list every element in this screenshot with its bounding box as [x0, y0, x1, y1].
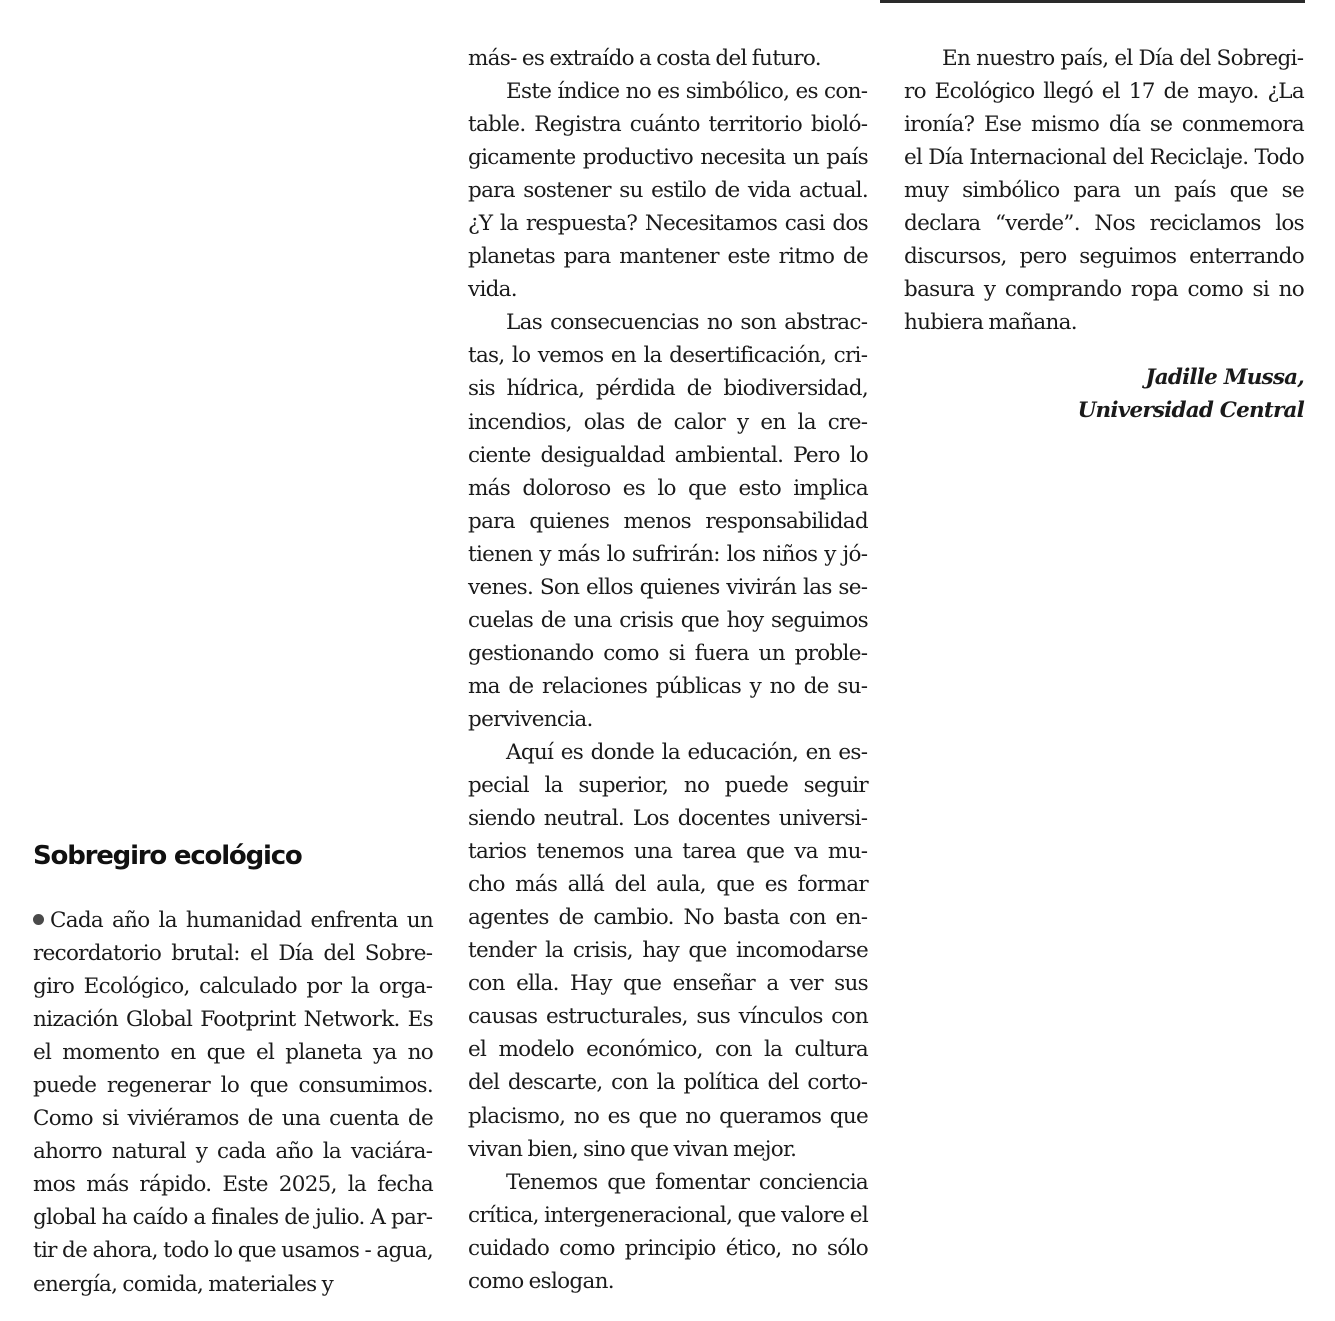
article-paragraph: más- es extraído a costa del futuro. — [468, 46, 821, 71]
author-name: Jadille Mussa, — [1145, 365, 1304, 391]
author-affiliation: Universidad Central — [1077, 398, 1304, 424]
bullet-dot-icon — [33, 914, 44, 925]
paragraph-text: Cada año la humanidad enfrenta un recordatorio brutal: el Día del Sobregiro Ecológico, calculado por la organización Global Footprint Network. Es el momento en que el planeta ya no puede regenerar lo que consumimos. Como si viviéramos de una cuenta de ahorro natural y cada año la vaciáramos más rápido. Este 2025, la fecha global ha caído a finales de julio. A partir de ahora, todo lo que usamos - agua, energía, comida, materiales y — [33, 908, 433, 1297]
article-column-3 — [904, 42, 1304, 427]
article-paragraph: Tenemos que fomentar conciencia crítica, intergeneracional, que valore el cuidado como principio ético, no sólo como eslogan. — [468, 1169, 868, 1294]
article-column-1 — [33, 836, 433, 1301]
top-rule — [880, 0, 1305, 3]
article-paragraph: Las consecuencias no son abstractas, lo vemos en la desertificación, crisis hídrica, pérdida de biodiversidad, incendios, olas de calor y en la creciente desigualdad ambiental. Pero lo más doloroso es lo que esto implica para quienes menos responsabilidad tienen y más lo sufrirán: los niños y jóvenes. Son ellos quienes vivirán las secuelas de una crisis que hoy seguimos gestionando como si fuera un problema de relaciones públicas y no de supervivencia. — [468, 310, 868, 732]
author-signature — [904, 361, 1304, 427]
article-column-2 — [468, 42, 868, 1298]
article-headline: Sobregiro ecológico — [33, 841, 302, 871]
article-paragraph: Aquí es donde la educación, en especial la superior, no puede seguir siendo neutral. Los docentes universitarios tenemos una tarea que va mucho más allá del aula, que es formar agentes de cambio. No basta con entender la crisis, hay que incomodarse con ella. Hay que enseñar a ver sus causas estructurales, sus vínculos con el modelo económico, con la cultura del descarte, con la política del cortoplacismo, no es que no queramos que vivan bien, sino que vivan mejor. — [468, 739, 868, 1162]
article-paragraph: En nuestro país, el Día del Sobregiro Ecológico llegó el 17 de mayo. ¿La ironía? Ese mismo día se conmemora el Día Internacional del Reciclaje. Todo muy simbólico para un país que se declara “verde”. Nos reciclamos los discursos, pero seguimos enterrando basura y comprando ropa como si no hubiera mañana. — [904, 46, 1304, 336]
article-paragraph: Este índice no es simbólico, es contable. Registra cuánto territorio biológicamente productivo necesita un país para sostener su estilo de vida actual. ¿Y la respuesta? Necesitamos casi dos planetas para mantener este ritmo de vida. — [468, 79, 868, 303]
article-paragraph — [33, 904, 433, 1301]
